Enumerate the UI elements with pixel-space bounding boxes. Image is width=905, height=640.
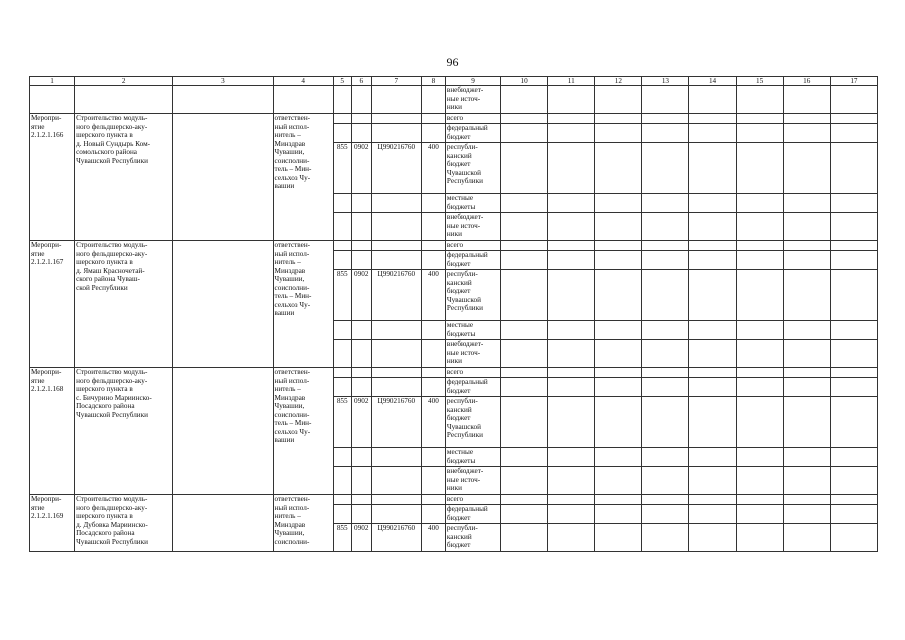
- value-cell: [501, 321, 548, 340]
- grbs-code: [333, 378, 351, 397]
- funding-source: федеральный бюджет: [445, 124, 500, 143]
- grbs-code: [333, 467, 351, 495]
- value-cell: [830, 321, 877, 340]
- value-cell: [642, 114, 689, 124]
- value-cell: [501, 524, 548, 552]
- value-cell: [830, 124, 877, 143]
- value-cell: [736, 251, 783, 270]
- value-cell: [548, 448, 595, 467]
- value-cell: [595, 241, 642, 251]
- csr-code: [371, 213, 421, 241]
- value-cell: [548, 114, 595, 124]
- value-cell: [501, 270, 548, 321]
- vr-code: [421, 194, 445, 213]
- executor: ответствен- ный испол- нитель – Минздрав Чувашии, соисполни- тель – Мин- сельхоз Чу- вашии: [273, 114, 333, 241]
- empty-cell: [351, 86, 371, 114]
- value-cell: [501, 213, 548, 241]
- funding-source: федеральный бюджет: [445, 251, 500, 270]
- executor: ответствен- ный испол- нитель – Минздрав Чувашии, соисполни- тель – Мин- сельхоз Чу- вашии: [273, 368, 333, 495]
- value-cell: [736, 270, 783, 321]
- value-cell: [642, 340, 689, 368]
- value-cell: [736, 368, 783, 378]
- vr-code: 400: [421, 270, 445, 321]
- column-number-1: 1: [30, 77, 75, 86]
- activity-name: Строительство модуль- ного фельдшерско-аку- шерского пункта в д. Новый Сундырь Ком- сомольского района Чувашской Республики: [75, 114, 173, 241]
- value-cell: [783, 368, 830, 378]
- rzpr-code: [351, 213, 371, 241]
- rzpr-code: [351, 321, 371, 340]
- funding-source: всего: [445, 114, 500, 124]
- value-cell: [548, 340, 595, 368]
- table-row: [30, 241, 878, 251]
- value-cell: [548, 495, 595, 505]
- value-cell: [642, 251, 689, 270]
- value-cell: [642, 194, 689, 213]
- value-cell: [595, 524, 642, 552]
- vr-code: [421, 321, 445, 340]
- value-cell: [783, 143, 830, 194]
- empty-cell: [783, 86, 830, 114]
- column-number-16: 16: [783, 77, 830, 86]
- vr-code: [421, 495, 445, 505]
- value-cell: [783, 270, 830, 321]
- value-cell: [736, 114, 783, 124]
- empty-cell: [173, 495, 273, 552]
- value-cell: [595, 114, 642, 124]
- empty-cell: [421, 86, 445, 114]
- value-cell: [548, 241, 595, 251]
- value-cell: [642, 448, 689, 467]
- value-cell: [595, 321, 642, 340]
- column-number-2: 2: [75, 77, 173, 86]
- funding-source: местные бюджеты: [445, 194, 500, 213]
- value-cell: [689, 368, 736, 378]
- value-cell: [830, 397, 877, 448]
- value-cell: [548, 124, 595, 143]
- value-cell: [689, 321, 736, 340]
- vr-code: 400: [421, 143, 445, 194]
- value-cell: [501, 448, 548, 467]
- value-cell: [548, 321, 595, 340]
- value-cell: [689, 194, 736, 213]
- value-cell: [783, 213, 830, 241]
- value-cell: [830, 114, 877, 124]
- value-cell: [689, 505, 736, 524]
- csr-code: [371, 368, 421, 378]
- column-number-4: 4: [273, 77, 333, 86]
- value-cell: [501, 340, 548, 368]
- empty-cell: [333, 86, 351, 114]
- value-cell: [689, 524, 736, 552]
- funding-source: федеральный бюджет: [445, 505, 500, 524]
- activity-name: Строительство модуль- ного фельдшерско-аку- шерского пункта в д. Дубовка Мариинско- Посадского района Чувашской Республики: [75, 495, 173, 552]
- vr-code: [421, 213, 445, 241]
- column-number-14: 14: [689, 77, 736, 86]
- empty-cell: [173, 86, 273, 114]
- csr-code: [371, 467, 421, 495]
- value-cell: [642, 524, 689, 552]
- value-cell: [501, 467, 548, 495]
- empty-cell: [75, 86, 173, 114]
- value-cell: [501, 241, 548, 251]
- value-cell: [595, 505, 642, 524]
- value-cell: [783, 194, 830, 213]
- csr-code: [371, 340, 421, 368]
- empty-cell: [173, 241, 273, 368]
- csr-code: [371, 505, 421, 524]
- value-cell: [783, 524, 830, 552]
- csr-code: Ц990216760: [371, 524, 421, 552]
- value-cell: [501, 397, 548, 448]
- value-cell: [595, 448, 642, 467]
- vr-code: [421, 378, 445, 397]
- csr-code: [371, 251, 421, 270]
- value-cell: [736, 397, 783, 448]
- grbs-code: [333, 495, 351, 505]
- value-cell: [642, 495, 689, 505]
- empty-cell: [30, 86, 75, 114]
- column-number-11: 11: [548, 77, 595, 86]
- funding-source: всего: [445, 241, 500, 251]
- rzpr-code: 0902: [351, 397, 371, 448]
- rzpr-code: 0902: [351, 143, 371, 194]
- value-cell: [689, 251, 736, 270]
- vr-code: [421, 124, 445, 143]
- funding-source: федеральный бюджет: [445, 378, 500, 397]
- value-cell: [642, 378, 689, 397]
- vr-code: [421, 241, 445, 251]
- column-number-8: 8: [421, 77, 445, 86]
- value-cell: [736, 524, 783, 552]
- value-cell: [830, 241, 877, 251]
- value-cell: [689, 467, 736, 495]
- column-number-17: 17: [830, 77, 877, 86]
- rzpr-code: [351, 241, 371, 251]
- value-cell: [783, 114, 830, 124]
- activity-name: Строительство модуль- ного фельдшерско-аку- шерского пункта в с. Бичурино Мариинско- Посадского района Чувашской Республики: [75, 368, 173, 495]
- value-cell: [548, 368, 595, 378]
- empty-cell: [830, 86, 877, 114]
- value-cell: [830, 194, 877, 213]
- vr-code: [421, 340, 445, 368]
- csr-code: [371, 321, 421, 340]
- vr-code: [421, 114, 445, 124]
- activity-name: Строительство модуль- ного фельдшерско-аку- шерского пункта в д. Ямаш Красночетай- ского района Чуваш- ской Республики: [75, 241, 173, 368]
- value-cell: [642, 467, 689, 495]
- empty-cell: [642, 86, 689, 114]
- vr-code: [421, 505, 445, 524]
- value-cell: [595, 124, 642, 143]
- value-cell: [830, 270, 877, 321]
- value-cell: [736, 448, 783, 467]
- value-cell: [689, 495, 736, 505]
- rzpr-code: [351, 368, 371, 378]
- value-cell: [501, 378, 548, 397]
- value-cell: [783, 124, 830, 143]
- value-cell: [783, 495, 830, 505]
- funding-source: республи- канский бюджет Чувашской Республики: [445, 397, 500, 448]
- executor: ответствен- ный испол- нитель – Минздрав Чувашии, соисполни- тель – Мин- сельхоз Чу- вашии: [273, 241, 333, 368]
- value-cell: [501, 368, 548, 378]
- table-row: [30, 495, 878, 505]
- value-cell: [501, 124, 548, 143]
- value-cell: [595, 378, 642, 397]
- table-row: [30, 114, 878, 124]
- value-cell: [642, 505, 689, 524]
- value-cell: [595, 251, 642, 270]
- value-cell: [783, 340, 830, 368]
- grbs-code: [333, 124, 351, 143]
- value-cell: [595, 467, 642, 495]
- funding-source: республи- канский бюджет Чувашской Республики: [445, 143, 500, 194]
- value-cell: [736, 194, 783, 213]
- value-cell: [736, 467, 783, 495]
- empty-cell: [595, 86, 642, 114]
- value-cell: [689, 114, 736, 124]
- value-cell: [501, 114, 548, 124]
- value-cell: [830, 368, 877, 378]
- value-cell: [548, 213, 595, 241]
- value-cell: [595, 368, 642, 378]
- grbs-code: [333, 368, 351, 378]
- value-cell: [548, 251, 595, 270]
- value-cell: [736, 495, 783, 505]
- value-cell: [501, 495, 548, 505]
- value-cell: [642, 143, 689, 194]
- csr-code: [371, 378, 421, 397]
- funding-source: республи- канский бюджет: [445, 524, 500, 552]
- value-cell: [830, 378, 877, 397]
- value-cell: [830, 213, 877, 241]
- vr-code: [421, 368, 445, 378]
- grbs-code: [333, 241, 351, 251]
- value-cell: [689, 241, 736, 251]
- empty-cell: [273, 86, 333, 114]
- value-cell: [736, 378, 783, 397]
- funding-source: местные бюджеты: [445, 321, 500, 340]
- activity-id: Меропри- ятие 2.1.2.1.168: [30, 368, 75, 495]
- rzpr-code: [351, 124, 371, 143]
- funding-source: всего: [445, 495, 500, 505]
- grbs-code: 855: [333, 143, 351, 194]
- vr-code: [421, 467, 445, 495]
- value-cell: [595, 213, 642, 241]
- value-cell: [689, 448, 736, 467]
- rzpr-code: 0902: [351, 270, 371, 321]
- value-cell: [501, 251, 548, 270]
- value-cell: [595, 397, 642, 448]
- column-number-row: [30, 77, 878, 86]
- value-cell: [595, 340, 642, 368]
- value-cell: [642, 213, 689, 241]
- empty-cell: [736, 86, 783, 114]
- rzpr-code: [351, 505, 371, 524]
- empty-cell: [173, 368, 273, 495]
- grbs-code: 855: [333, 524, 351, 552]
- value-cell: [783, 397, 830, 448]
- vr-code: [421, 448, 445, 467]
- value-cell: [689, 378, 736, 397]
- executor: ответствен- ный испол- нитель – Минздрав Чувашии, соисполни-: [273, 495, 333, 552]
- grbs-code: [333, 321, 351, 340]
- empty-cell: [689, 86, 736, 114]
- value-cell: [642, 241, 689, 251]
- value-cell: [548, 505, 595, 524]
- activity-id: Меропри- ятие 2.1.2.1.169: [30, 495, 75, 552]
- column-number-6: 6: [351, 77, 371, 86]
- value-cell: [830, 143, 877, 194]
- funding-source: республи- канский бюджет Чувашской Республики: [445, 270, 500, 321]
- vr-code: 400: [421, 524, 445, 552]
- value-cell: [642, 124, 689, 143]
- rzpr-code: [351, 495, 371, 505]
- value-cell: [736, 143, 783, 194]
- value-cell: [642, 368, 689, 378]
- empty-cell: [548, 86, 595, 114]
- grbs-code: 855: [333, 397, 351, 448]
- column-number-5: 5: [333, 77, 351, 86]
- funding-source: местные бюджеты: [445, 448, 500, 467]
- value-cell: [783, 251, 830, 270]
- grbs-code: [333, 448, 351, 467]
- rzpr-code: [351, 251, 371, 270]
- value-cell: [689, 213, 736, 241]
- value-cell: [830, 340, 877, 368]
- continuation-row: [30, 86, 878, 114]
- grbs-code: [333, 251, 351, 270]
- activity-id: Меропри- ятие 2.1.2.1.167: [30, 241, 75, 368]
- rzpr-code: [351, 467, 371, 495]
- value-cell: [830, 448, 877, 467]
- value-cell: [548, 467, 595, 495]
- funding-source: внебюджет- ные источ- ники: [445, 340, 500, 368]
- value-cell: [642, 270, 689, 321]
- column-number-3: 3: [173, 77, 273, 86]
- value-cell: [689, 270, 736, 321]
- csr-code: Ц990216760: [371, 143, 421, 194]
- value-cell: [548, 378, 595, 397]
- value-cell: [501, 143, 548, 194]
- rzpr-code: [351, 448, 371, 467]
- activity-id: Меропри- ятие 2.1.2.1.166: [30, 114, 75, 241]
- grbs-code: [333, 505, 351, 524]
- value-cell: [830, 524, 877, 552]
- value-cell: [783, 378, 830, 397]
- value-cell: [830, 495, 877, 505]
- value-cell: [689, 397, 736, 448]
- funding-source: внебюджет- ные источ- ники: [445, 86, 500, 114]
- grbs-code: [333, 340, 351, 368]
- grbs-code: [333, 213, 351, 241]
- value-cell: [595, 143, 642, 194]
- value-cell: [736, 340, 783, 368]
- csr-code: [371, 241, 421, 251]
- value-cell: [501, 194, 548, 213]
- rzpr-code: [351, 378, 371, 397]
- vr-code: 400: [421, 397, 445, 448]
- value-cell: [689, 340, 736, 368]
- csr-code: [371, 114, 421, 124]
- value-cell: [595, 270, 642, 321]
- value-cell: [689, 143, 736, 194]
- value-cell: [783, 467, 830, 495]
- value-cell: [830, 505, 877, 524]
- csr-code: [371, 124, 421, 143]
- column-number-12: 12: [595, 77, 642, 86]
- csr-code: Ц990216760: [371, 270, 421, 321]
- value-cell: [548, 143, 595, 194]
- value-cell: [595, 495, 642, 505]
- column-number-7: 7: [371, 77, 421, 86]
- column-number-15: 15: [736, 77, 783, 86]
- value-cell: [595, 194, 642, 213]
- csr-code: [371, 448, 421, 467]
- value-cell: [548, 524, 595, 552]
- column-number-9: 9: [445, 77, 500, 86]
- value-cell: [501, 505, 548, 524]
- value-cell: [830, 467, 877, 495]
- empty-cell: [173, 114, 273, 241]
- vr-code: [421, 251, 445, 270]
- value-cell: [783, 505, 830, 524]
- column-number-10: 10: [501, 77, 548, 86]
- csr-code: Ц990216760: [371, 397, 421, 448]
- page-number: 96: [446, 55, 459, 69]
- value-cell: [783, 448, 830, 467]
- value-cell: [736, 124, 783, 143]
- value-cell: [783, 241, 830, 251]
- empty-cell: [371, 86, 421, 114]
- value-cell: [642, 321, 689, 340]
- value-cell: [548, 397, 595, 448]
- rzpr-code: [351, 340, 371, 368]
- value-cell: [736, 213, 783, 241]
- value-cell: [736, 321, 783, 340]
- value-cell: [783, 321, 830, 340]
- value-cell: [736, 505, 783, 524]
- table-row: [30, 368, 878, 378]
- csr-code: [371, 194, 421, 213]
- value-cell: [548, 194, 595, 213]
- value-cell: [642, 397, 689, 448]
- grbs-code: 855: [333, 270, 351, 321]
- funding-source: всего: [445, 368, 500, 378]
- program-table: [29, 76, 878, 552]
- funding-source: внебюджет- ные источ- ники: [445, 467, 500, 495]
- funding-source: внебюджет- ные источ- ники: [445, 213, 500, 241]
- column-number-13: 13: [642, 77, 689, 86]
- rzpr-code: [351, 114, 371, 124]
- rzpr-code: [351, 194, 371, 213]
- empty-cell: [501, 86, 548, 114]
- value-cell: [830, 251, 877, 270]
- value-cell: [689, 124, 736, 143]
- csr-code: [371, 495, 421, 505]
- value-cell: [548, 270, 595, 321]
- rzpr-code: 0902: [351, 524, 371, 552]
- value-cell: [736, 241, 783, 251]
- grbs-code: [333, 194, 351, 213]
- grbs-code: [333, 114, 351, 124]
